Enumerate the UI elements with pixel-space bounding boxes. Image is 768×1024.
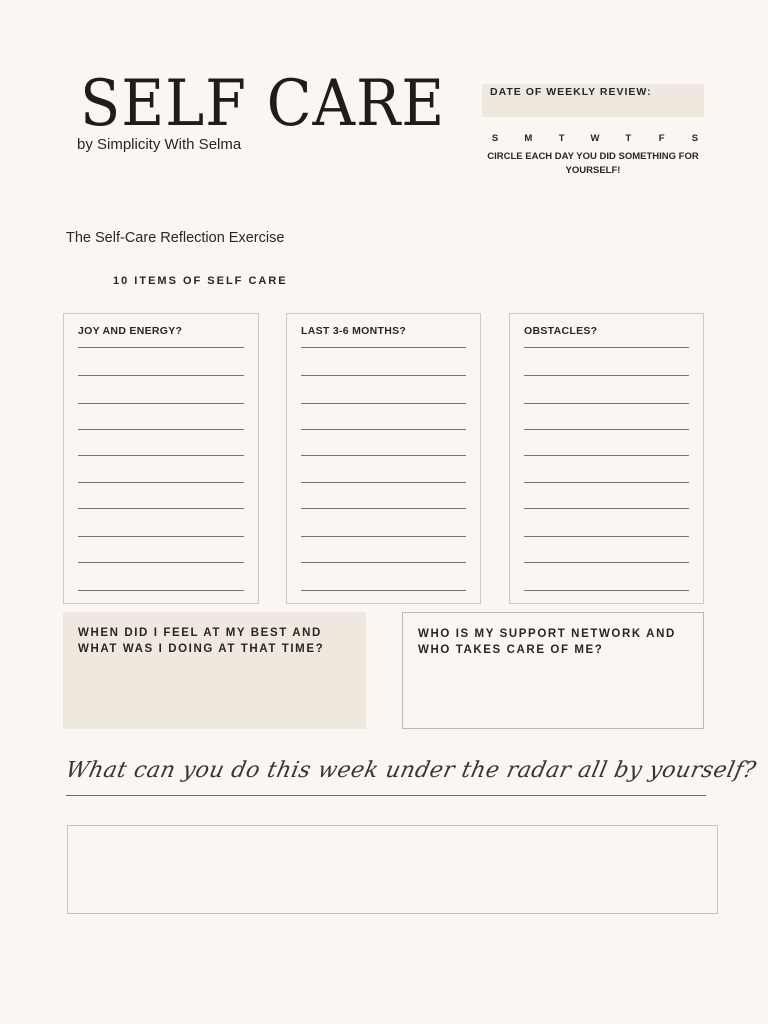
- column-joy-energy[interactable]: [63, 313, 259, 604]
- page-subtitle: by Simplicity With Selma: [77, 136, 242, 153]
- writing-line: [524, 482, 689, 483]
- support-network-question: WHO IS MY SUPPORT NETWORK AND WHO TAKES CARE OF ME?: [418, 628, 676, 656]
- writing-line: [524, 347, 689, 348]
- writing-line: [524, 403, 689, 404]
- writing-line: [301, 375, 466, 376]
- day-monday[interactable]: M: [524, 133, 533, 144]
- page-title: SELF CARE: [80, 67, 446, 141]
- writing-lines[interactable]: [301, 314, 466, 603]
- day-friday[interactable]: F: [658, 133, 665, 144]
- day-sunday[interactable]: S: [491, 133, 499, 144]
- column-heading: LAST 3-6 MONTHS?: [301, 325, 407, 337]
- writing-line: [524, 562, 689, 563]
- day-wednesday[interactable]: W: [590, 133, 600, 144]
- writing-line: [78, 455, 244, 456]
- writing-line: [78, 347, 244, 348]
- writing-line: [78, 482, 244, 483]
- writing-line: [524, 455, 689, 456]
- writing-line: [524, 375, 689, 376]
- best-time-box[interactable]: [63, 612, 366, 729]
- weekday-row: [488, 133, 702, 144]
- weekly-review-date-label: DATE OF WEEKLY REVIEW:: [490, 86, 652, 98]
- weekly-review-date-field[interactable]: [482, 84, 704, 117]
- column-obstacles[interactable]: [509, 313, 704, 604]
- writing-line: [78, 403, 244, 404]
- writing-line: [301, 347, 466, 348]
- day-tuesday[interactable]: T: [558, 133, 565, 144]
- day-saturday[interactable]: S: [691, 133, 699, 144]
- writing-line: [524, 536, 689, 537]
- writing-line: [524, 508, 689, 509]
- writing-line: [78, 536, 244, 537]
- support-network-box[interactable]: [402, 612, 704, 729]
- writing-line: [301, 403, 466, 404]
- writing-line: [78, 562, 244, 563]
- writing-line: [301, 429, 466, 430]
- circle-day-instruction: CIRCLE EACH DAY YOU DID SOMETHING FOR YOURSELF!: [487, 151, 699, 176]
- writing-line: [78, 590, 244, 591]
- best-time-question: WHEN DID I FEEL AT MY BEST AND WHAT WAS I DOING AT THAT TIME?: [78, 627, 325, 655]
- writing-line: [301, 508, 466, 509]
- exercise-title: The Self-Care Reflection Exercise: [66, 230, 285, 246]
- writing-line: [301, 482, 466, 483]
- writing-line: [78, 508, 244, 509]
- writing-line: [524, 590, 689, 591]
- column-heading: JOY AND ENERGY?: [78, 325, 183, 337]
- writing-line: [301, 562, 466, 563]
- writing-line: [524, 429, 689, 430]
- items-label: 10 ITEMS OF SELF CARE: [113, 275, 288, 287]
- writing-line: [78, 429, 244, 430]
- radar-prompt: What can you do this week under the radar all by yourself?: [63, 758, 759, 783]
- writing-lines[interactable]: [78, 314, 244, 603]
- column-last-months[interactable]: [286, 313, 481, 604]
- radar-answer-box[interactable]: [67, 825, 718, 914]
- writing-line: [301, 536, 466, 537]
- writing-line: [301, 455, 466, 456]
- day-thursday[interactable]: T: [625, 133, 632, 144]
- writing-lines[interactable]: [524, 314, 689, 603]
- writing-line: [78, 375, 244, 376]
- radar-underline: [66, 795, 706, 796]
- column-heading: OBSTACLES?: [524, 325, 598, 337]
- writing-line: [301, 590, 466, 591]
